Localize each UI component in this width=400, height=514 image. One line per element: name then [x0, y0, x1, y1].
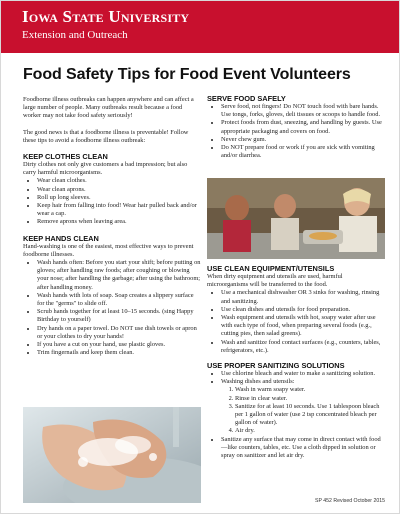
volunteers-photo: [207, 178, 385, 259]
list-item: • Wash and sanitize food contact surfaces (e.g., counters, tables, refrigerators, etc.).: [221, 339, 385, 355]
list-item: • Use clean dishes and utensils for food preparation.: [221, 306, 385, 314]
intro-paragraph-1: Foodborne illness outbreaks can happen anywhere and can affect a large number of people. Many outbreaks result because a food worker may not take food safety seriously!: [23, 96, 194, 120]
list-item: • Roll up long sleeves.: [37, 194, 201, 202]
left-column: [23, 96, 201, 357]
list-item: • If you have a cut on your hand, use plastic gloves.: [37, 341, 201, 349]
page-title: Food Safety Tips for Food Event Volunteers: [23, 66, 351, 83]
hands-heading: KEEP HANDS CLEAN: [23, 233, 99, 243]
step-item: 1. Wash in warm soapy water.: [235, 386, 385, 394]
list-item: • Wash equipment and utensils with hot, soapy water after use with each type of food, when preparing several foods (e.g., cutting pies, then salad greens).: [221, 314, 385, 339]
step-item: 2. Rinse in clear water.: [235, 395, 385, 403]
volunteers-illustration: [207, 178, 385, 259]
clothes-text: Dirty clothes not only give customers a bad impression; but also carry harmful microorganisms.: [23, 161, 188, 177]
list-item: • Use a mechanical dishwasher OR 3 sinks for washing, rinsing and sanitizing.: [221, 289, 385, 305]
footer-code: SP 452 Revised October 2015: [315, 498, 385, 504]
right-column-top: [207, 94, 385, 160]
hand-washing-illustration: [23, 407, 201, 503]
list-item: • Scrub hands together for at least 10–15 seconds. (sing Happy Birthday to yourself): [37, 308, 201, 324]
clothes-list: [23, 177, 201, 226]
list-item: • Sanitize any surface that may come in direct contact with food—like counters, tables, etc. Use a cloth dipped in solution or spray on sanitizer and let air dry.: [221, 436, 385, 461]
university-name: Iowa State University: [22, 7, 190, 26]
list-item: • Wear clean clothes.: [37, 177, 201, 185]
list-item: • Do NOT prepare food or work if you are sick with vomiting and/or diarrhea.: [221, 144, 385, 160]
list-item: • Use chlorine bleach and water to make a sanitizing solution.: [221, 370, 385, 378]
hands-text: Hand-washing is one of the easiest, most effective ways to prevent foodborne illnesses.: [23, 242, 194, 258]
right-column-bottom: [207, 264, 385, 460]
list-item: • Remove aprons when leaving area.: [37, 218, 201, 226]
washing-steps: [221, 386, 385, 435]
list-item: • Protect foods from dust, sneezing, and handling by guests. Use appropriate packaging and covers on food.: [221, 119, 385, 135]
hands-list: [23, 259, 201, 357]
list-item: • Wash hands often: Before you start your shift; before putting on gloves; after handling raw foods; after coughing or blowing your nose; after handling the garbage; after using the bathroom; after handling money.: [37, 259, 201, 292]
list-item: • Wear clean aprons.: [37, 186, 201, 194]
list-item: • Wash hands with lots of soap. Soap creates a slippery surface for the "germs" to slide off.: [37, 292, 201, 308]
list-item: [221, 378, 385, 435]
serve-list: [207, 103, 385, 160]
sanitizing-heading: USE PROPER SANITIZING SOLUTIONS: [207, 361, 345, 371]
hand-washing-photo: [23, 407, 201, 503]
step-item: 4. Air dry.: [235, 427, 385, 435]
intro-paragraph-2: The good news is that a foodborne illness is preventable! Follow these tips to avoid a foodborne illness outbreak:: [23, 128, 189, 144]
extension-name: Extension and Outreach: [22, 29, 128, 41]
list-item: • Trim fingernails and keep them clean.: [37, 349, 201, 357]
list-item: • Serve food, not fingers! Do NOT touch food with bare hands. Use tongs, forks, gloves, deli tissues or scoops to handle food.: [221, 103, 385, 119]
list-item: • Keep hair from falling into food! Wear hair pulled back and/or wear a cap.: [37, 202, 201, 218]
equipment-heading: USE CLEAN EQUIPMENT/UTENSILS: [207, 264, 335, 273]
list-item: • Never chew gum.: [221, 136, 385, 144]
step-item: 3. Sanitize for at least 10 seconds. Use 1 tablespoon bleach per 1 gallon of water (use 2 tsp concentrated bleach per gallon of water).: [235, 403, 385, 428]
washing-label: Washing dishes and utensils:: [221, 378, 295, 386]
isu-banner: [1, 1, 399, 53]
clothes-heading: KEEP CLOTHES CLEAN: [23, 152, 108, 162]
equipment-text: When dirty equipment and utensils are used, harmful microorganisms will be transferred to the food.: [207, 273, 343, 289]
serve-heading: SERVE FOOD SAFELY: [207, 94, 286, 103]
sanitizing-list: [207, 370, 385, 460]
list-item: • Dry hands on a paper towel. Do NOT use dish towels or apron or your clothes to dry your hands!: [37, 325, 201, 341]
equipment-list: [207, 289, 385, 355]
